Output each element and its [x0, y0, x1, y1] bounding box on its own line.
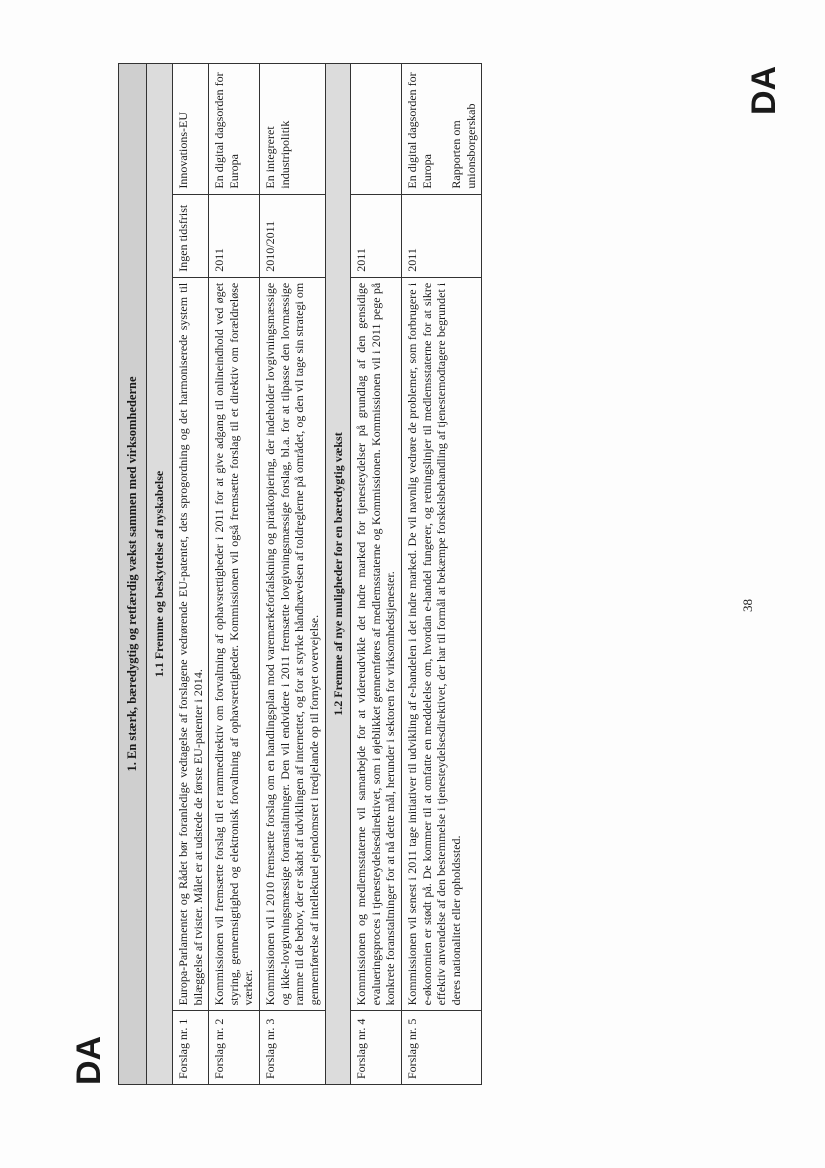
- table-row: [351, 64, 402, 1085]
- table-row: [172, 64, 208, 1085]
- subsection-title: 1.1 Fremme og beskyttelse af nyskabelse: [147, 64, 173, 1085]
- proposal-text-body: Kommissionen og medlemsstaterne vil samarbejde for at videreudvikle det indre marked for tjenesteydelser på grundlag af den gensidige evalueringsproces i tjenesteydelsesdirektivet, som i øjeblikket gennemføres af medlemsstaterne og Kommissionen. Kommissionen vil i 2011 pege på konkrete foranstaltninger for at nå dette mål, herunder i sektoren for virksomhedstjenester.: [354, 282, 398, 1006]
- rotated-proposal-table: [118, 63, 666, 1085]
- proposal-label: Forslag nr. 1: [172, 1011, 208, 1085]
- proposal-label: Forslag nr. 2: [209, 1011, 260, 1085]
- page-number: 38: [740, 599, 755, 612]
- proposal-deadline: 2010/2011: [260, 194, 326, 277]
- reference-line: En digital dagsorden for Europa: [405, 72, 434, 189]
- proposal-deadline: Ingen tidsfrist: [172, 194, 208, 277]
- proposal-label: Forslag nr. 4: [351, 1011, 402, 1085]
- proposal-reference: En integreret industripolitik: [260, 64, 326, 195]
- proposal-reference: [351, 64, 402, 195]
- proposal-text: [260, 277, 326, 1011]
- proposal-deadline: 2011: [351, 194, 402, 277]
- proposal-text: [209, 277, 260, 1011]
- proposal-text: [172, 277, 208, 1011]
- reference-line: Rapporten om unionsborgerskab: [448, 103, 478, 189]
- proposal-text: [402, 277, 482, 1011]
- proposal-reference: En digital dagsorden for Europa: [209, 64, 260, 195]
- proposal-label: Forslag nr. 3: [260, 1011, 326, 1085]
- table-row: [402, 64, 482, 1085]
- proposal-reference: Innovations-EU: [172, 64, 208, 195]
- proposal-text-body: Kommissionen vil senest i 2011 tage initiativer til udvikling af e-handelen i det indre marked. De vil navnlig vedrøre de problemer, som forbrugere i e-økonomien er stødt på. De kommer til at omfatte en meddelelse om, hvordan e-handel fungerer, og retningslinjer til medlemsstaterne for at sikre effektiv anvendelse af den bestemmelse i tjenesteydelsesdirektivet, der har til formål at bekæmpe forskelsbehandling af tjenestemodtagere begrundet i deres nationalitet eller opholdssted.: [405, 282, 463, 1006]
- proposal-table: [118, 63, 482, 1085]
- subsection-header-row: [325, 64, 351, 1085]
- proposal-deadline: 2011: [209, 194, 260, 277]
- table-row: [260, 64, 326, 1085]
- proposal-reference: [402, 64, 482, 195]
- proposal-text-body: Kommissionen vil fremsætte forslag til et rammedirektiv om forvaltning af ophavsrettigheder i 2011 for at give adgang til onlineindhold ved øget styring, gennemsigtighed og elektronisk forvaltning af ophavsrettigheder. Kommissionen vil også fremsætte forslag til et direktiv om forældreløse værker.: [212, 282, 256, 1006]
- language-marker-right: DA: [745, 65, 783, 115]
- proposal-text-body: Europa-Parlamentet og Rådet bør foranledige vedtagelse af forslagene vedrørende EU-patentet, dets sprogordning og det harmoniserede system til bilæggelse af tvister. Målet er at udstede de første EU-patenter i 2014.: [175, 282, 205, 1006]
- subsection-title: 1.2 Fremme af nye muligheder for en bæredygtig vækst: [325, 64, 351, 1085]
- section-header-row: [119, 64, 147, 1085]
- proposal-deadline: 2011: [402, 194, 482, 277]
- proposal-text: [351, 277, 402, 1011]
- table-row: [209, 64, 260, 1085]
- section-title: 1. En stærk, bæredygtig og retfærdig vækst sammen med virksomhederne: [119, 64, 147, 1085]
- subsection-header-row: [147, 64, 173, 1085]
- proposal-label: Forslag nr. 5: [402, 1011, 482, 1085]
- proposal-text-body: Kommissionen vil i 2010 fremsætte forslag om en handlingsplan mod varemærkeforfalskning og piratkopiering, der indeholder lovgivningsmæssige og ikke-lovgivningsmæssige foranstaltninger. Den vil endvidere i 2011 fremsætte lovgivningsmæssige forslag, bl.a. for at tilpasse den lovmæssige ramme til de behov, der er skabt af udviklingen af internettet, og for at styrke håndhævelsen af toldreglerne på området, og den vil tage sin strategi om gennemførelse af intellektuel ejendomsret i tredjelande op til fornyet overvejelse.: [263, 282, 321, 1006]
- language-marker-left: DA: [70, 1035, 108, 1085]
